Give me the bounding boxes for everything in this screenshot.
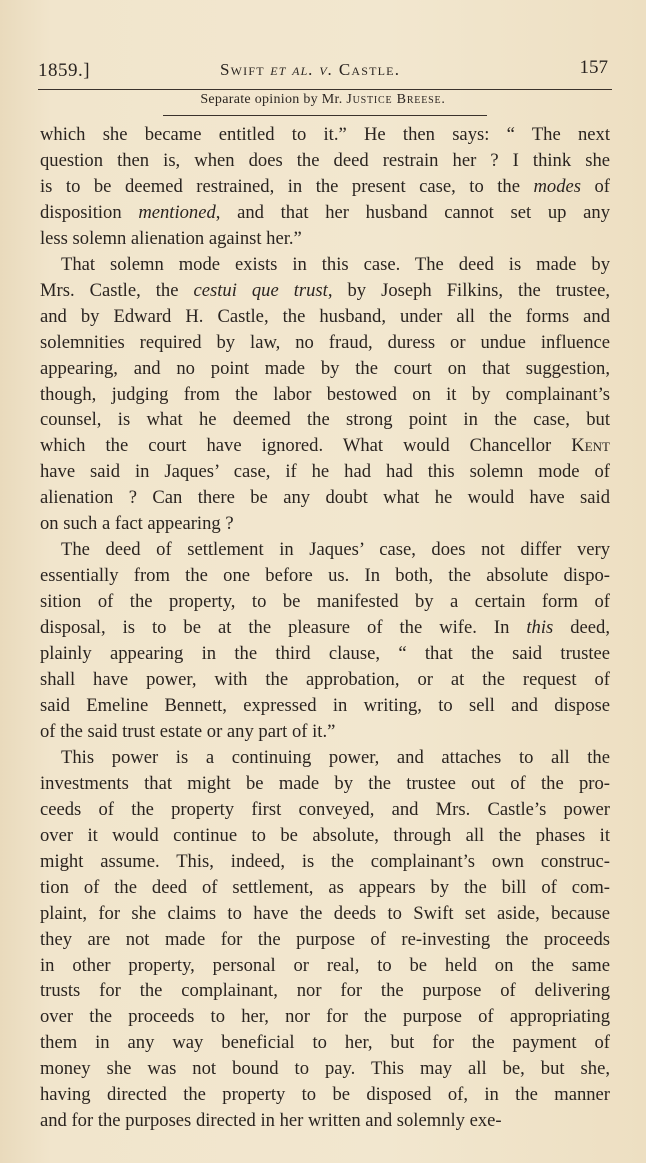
text-run: of <box>581 175 610 197</box>
subheading-judge: Justice Breese. <box>346 92 446 107</box>
italic-text-run: cestui que trust <box>193 279 328 301</box>
text-line <box>40 148 610 174</box>
text-line <box>40 901 610 927</box>
text-run: which she became entitled to it.” He then says: “ The next <box>40 124 610 145</box>
text-line <box>40 978 610 1004</box>
text-line <box>40 1004 610 1030</box>
text-run: appearing, and no point made by the court on that suggestion, <box>40 357 610 379</box>
text-line <box>40 953 610 979</box>
running-head-year: 1859.] <box>38 60 91 81</box>
text-line <box>40 226 610 252</box>
text-run: disposal, is to be at the pleasure of the wife. In <box>40 617 527 639</box>
text-run: Mrs. Castle, the <box>40 279 194 301</box>
italic-text-run: mentioned <box>138 201 216 223</box>
text-line <box>40 667 610 693</box>
opinion-body-text <box>40 122 610 1134</box>
italic-text-run: this <box>526 617 554 639</box>
text-line <box>40 252 610 278</box>
text-run: and for the purposes directed in her written and solemnly exe- <box>40 1110 502 1132</box>
text-run: essentially from the one before us. In both, the absolute dispo- <box>40 565 610 587</box>
text-run: of the said trust estate or any part of it.” <box>40 720 336 742</box>
text-line <box>40 459 610 485</box>
text-line <box>40 330 610 356</box>
text-line <box>40 1056 610 1082</box>
text-run: over it would continue to be absolute, through all the phases it <box>40 824 610 846</box>
text-run: them in any way beneficial to her, but for the payment of <box>40 1032 610 1054</box>
text-line <box>40 849 610 875</box>
opinion-subheading <box>0 92 646 108</box>
text-line <box>40 407 610 433</box>
text-run: plainly appearing in the third clause, “ that the said trustee <box>40 643 610 665</box>
text-line <box>40 927 610 953</box>
text-line <box>40 1082 610 1108</box>
text-run: The deed of settlement in Jaques’ case, does not differ very <box>61 539 610 561</box>
text-line <box>40 823 610 849</box>
text-run: plaint, for she claims to have the deeds to Swift set aside, because <box>40 902 610 924</box>
text-line <box>40 641 610 667</box>
text-run: having directed the property to be disposed of, in the manner <box>40 1084 610 1106</box>
text-line <box>40 745 610 771</box>
running-head <box>38 52 616 86</box>
italic-text-run: modes <box>533 175 581 197</box>
text-line <box>40 278 610 304</box>
subheading-rule <box>163 115 487 116</box>
text-run: question then is, when does the deed restrain her ? I think she <box>40 149 610 171</box>
text-run: might assume. This, indeed, is the complainant’s own construc- <box>40 850 610 872</box>
text-line <box>40 771 610 797</box>
text-line <box>40 174 610 200</box>
text-run: trusts for the complainant, nor for the purpose of delivering <box>40 980 610 1002</box>
running-head-case-title <box>220 60 400 80</box>
case-title-prefix: Swift <box>220 60 271 79</box>
text-run: and by Edward H. Castle, the husband, under all the forms and <box>40 305 610 327</box>
text-run: have said in Jaques’ case, if he had had this solemn mode of <box>40 461 610 483</box>
text-run: solemnities required by law, no fraud, duress or undue influence <box>40 331 610 353</box>
small-caps-text-run: Kent <box>571 435 610 457</box>
text-run: ceeds of the property first conveyed, and Mrs. Castle’s power <box>40 798 610 820</box>
case-title-italic: et al. v. <box>270 60 334 79</box>
text-line <box>40 537 610 563</box>
text-run: deed, <box>553 617 610 639</box>
text-run: is to be deemed restrained, in the present case, to the <box>40 175 534 197</box>
text-line <box>40 693 610 719</box>
text-line <box>40 719 610 745</box>
text-run: less solemn alienation against her.” <box>40 227 302 249</box>
text-run: counsel, is what he deemed the strong point in the case, but <box>40 409 610 431</box>
text-line <box>40 511 610 537</box>
text-run: , and that her husband cannot set up any <box>215 201 610 223</box>
text-run: said Emeline Bennett, expressed in writing, to sell and dispose <box>40 694 610 716</box>
page-number: 157 <box>579 57 608 78</box>
text-run: investments that might be made by the trustee out of the pro- <box>40 772 610 794</box>
text-line <box>40 615 610 641</box>
text-line <box>40 304 610 330</box>
text-run: money she was not bound to pay. This may all be, but she, <box>40 1058 610 1080</box>
text-line <box>40 797 610 823</box>
text-run: on such a fact appearing ? <box>40 513 234 535</box>
text-line <box>40 1030 610 1056</box>
header-rule <box>38 89 612 90</box>
text-run: disposition <box>40 201 139 223</box>
text-run: That solemn mode exists in this case. The deed is made by <box>61 253 610 275</box>
subheading-prefix: Separate opinion by Mr. <box>200 92 347 107</box>
text-line <box>40 875 610 901</box>
text-run: over the proceeds to her, nor for the purpose of appropriating <box>40 1006 610 1028</box>
text-line <box>40 563 610 589</box>
text-line <box>40 1108 610 1134</box>
text-run: though, judging from the labor bestowed on it by complainant’s <box>40 383 610 405</box>
text-line <box>40 382 610 408</box>
text-run: This power is a continuing power, and attaches to all the <box>61 746 610 768</box>
text-run: shall have power, with the approbation, or at the request of <box>40 669 610 691</box>
text-line <box>40 589 610 615</box>
text-line <box>40 485 610 511</box>
text-line <box>40 200 610 226</box>
text-run: alienation ? Can there be any doubt what he would have said <box>40 487 610 509</box>
text-run: they are not made for the purpose of re-investing the proceeds <box>40 928 610 950</box>
text-run: , by Joseph Filkins, the trustee, <box>327 279 610 301</box>
case-title-suffix: Castle. <box>333 60 401 79</box>
text-run: sition of the property, to be manifested by a certain form of <box>40 591 610 613</box>
text-line <box>40 122 610 148</box>
text-run: tion of the deed of settlement, as appears by the bill of com- <box>40 876 610 898</box>
text-line <box>40 356 610 382</box>
text-run: in other property, personal or real, to be held on the same <box>40 954 610 976</box>
text-run: which the court have ignored. What would Chancellor <box>40 435 572 457</box>
text-line <box>40 433 610 459</box>
